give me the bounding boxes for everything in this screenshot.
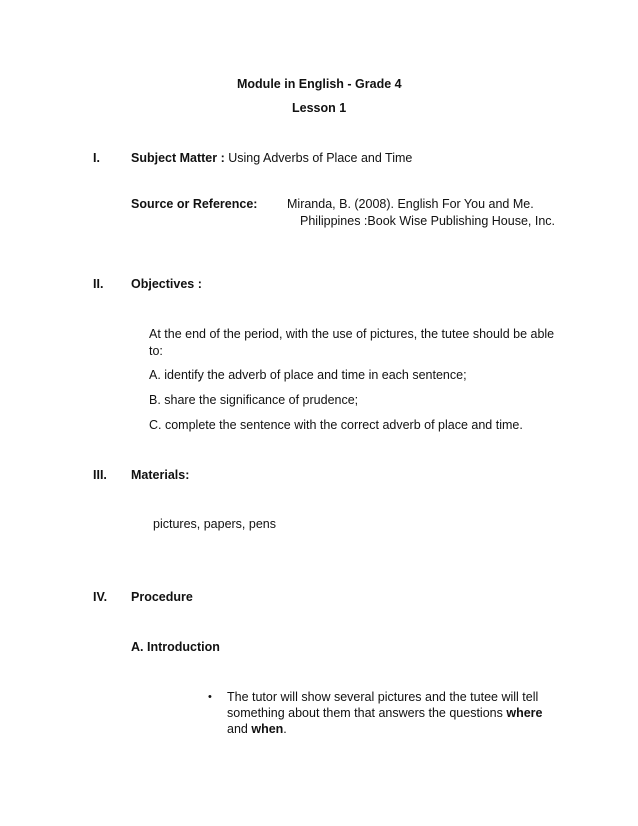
section-numeral-iv: IV.: [93, 590, 108, 604]
lesson-title: Lesson 1: [292, 101, 347, 115]
subject-matter-line: [131, 151, 412, 165]
objectives-intro-line-2: to:: [149, 344, 163, 358]
subject-matter-value: Using Adverbs of Place and Time: [228, 151, 413, 165]
bullet-line-2-text: something about them that answers the questions: [227, 706, 507, 720]
introduction-bullet-line-1: The tutor will show several pictures and the tutee will tell: [227, 690, 539, 704]
subject-matter-label: Subject Matter :: [131, 151, 225, 165]
objectives-label: Objectives :: [131, 277, 202, 291]
procedure-label: Procedure: [131, 590, 193, 604]
objectives-intro-line-1: At the end of the period, with the use of pictures, the tutee should be able: [149, 327, 555, 341]
bullet-icon: •: [208, 691, 212, 703]
module-title: Module in English - Grade 4: [237, 77, 402, 91]
source-label: Source or Reference:: [131, 197, 258, 211]
section-numeral-ii: II.: [93, 277, 104, 291]
bullet-line-3-text: and: [227, 722, 252, 736]
materials-label: Materials:: [131, 468, 190, 482]
objective-b: B. share the significance of prudence;: [149, 393, 359, 407]
introduction-bullet-line-3: [227, 722, 287, 736]
introduction-heading: A. Introduction: [131, 640, 220, 654]
section-numeral-iii: III.: [93, 468, 107, 482]
objective-a: A. identify the adverb of place and time in each sentence;: [149, 368, 467, 382]
bold-word-when: when: [251, 722, 284, 736]
bullet-line-3-period: .: [283, 722, 287, 736]
section-numeral-i: I.: [93, 151, 100, 165]
source-line-1: Miranda, B. (2008). English For You and Me.: [287, 197, 534, 211]
source-line-2: Philippines :Book Wise Publishing House, Inc.: [300, 214, 555, 228]
materials-value: pictures, papers, pens: [153, 517, 276, 531]
bold-word-where: where: [506, 706, 543, 720]
objective-c: C. complete the sentence with the correct adverb of place and time.: [149, 418, 523, 432]
introduction-bullet-line-2: [227, 706, 542, 720]
